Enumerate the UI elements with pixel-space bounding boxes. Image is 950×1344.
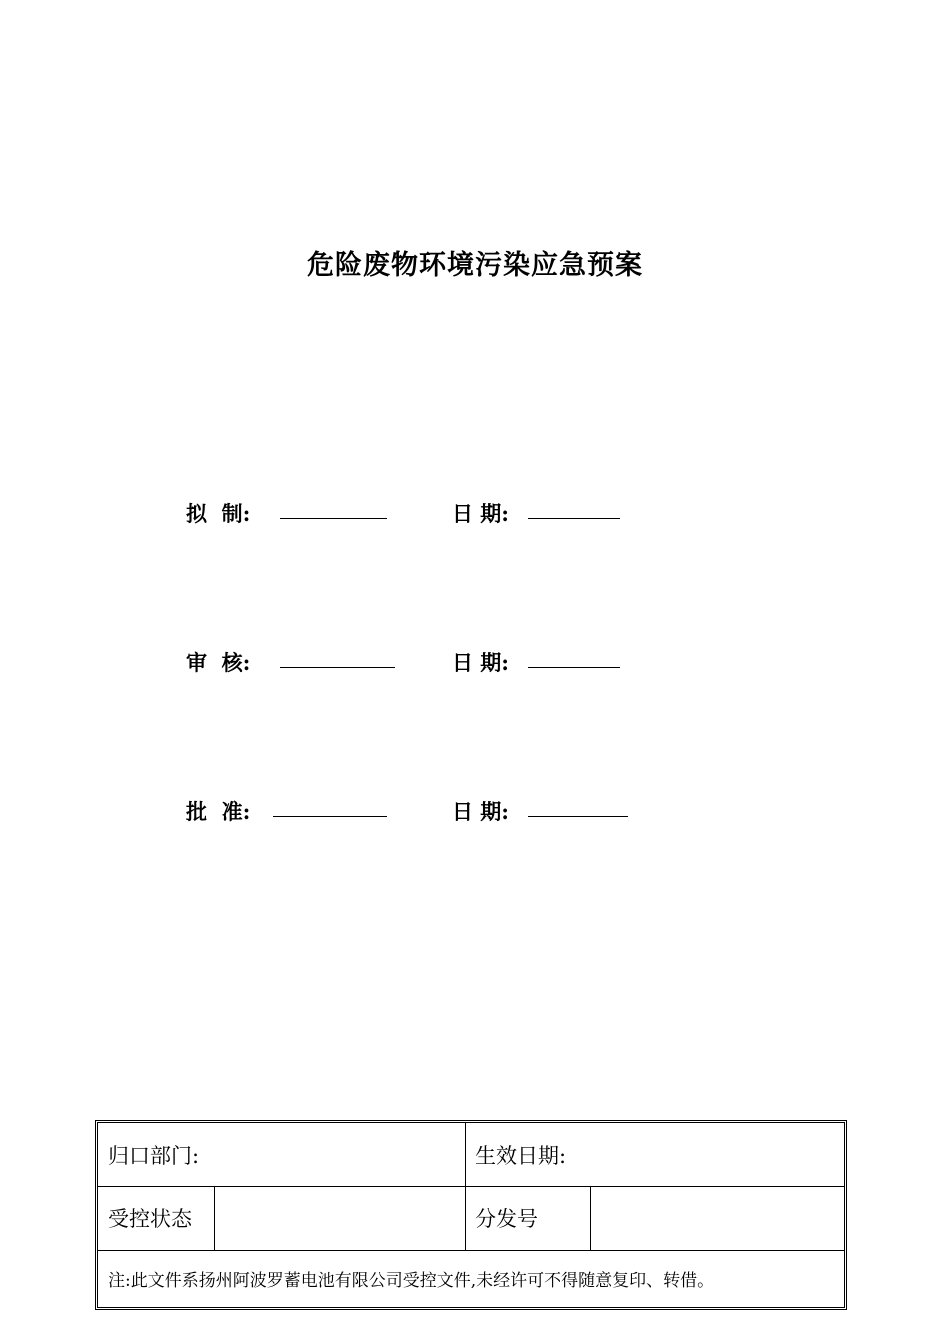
signature-row-approve xyxy=(0,796,950,836)
approve-label: 批 准: xyxy=(186,799,251,824)
approve-date-line[interactable] xyxy=(528,816,628,817)
signature-row-review xyxy=(0,647,950,687)
draft-label: 拟 制: xyxy=(186,501,251,526)
document-title: 危险废物环境污染应急预案 xyxy=(307,250,643,281)
effective-date-cell[interactable] xyxy=(465,1123,847,1186)
review-label: 审 核: xyxy=(186,650,251,675)
control-status-label-cell xyxy=(98,1186,214,1250)
note-cell xyxy=(98,1250,847,1307)
control-status-label: 受控状态 xyxy=(108,1207,192,1231)
distribution-no-value-cell[interactable] xyxy=(590,1186,847,1250)
review-date-line[interactable] xyxy=(528,667,620,668)
document-control-table xyxy=(95,1120,847,1310)
signature-row-draft xyxy=(0,498,950,538)
approve-date-label: 日 期: xyxy=(452,799,510,824)
distribution-no-label-cell xyxy=(465,1186,590,1250)
control-note: 注:此文件系扬州阿波罗蓄电池有限公司受控文件,未经许可不得随意复印、转借。 xyxy=(108,1271,715,1291)
control-status-value-cell[interactable] xyxy=(214,1186,465,1250)
dept-cell[interactable] xyxy=(98,1123,465,1186)
dept-label: 归口部门: xyxy=(108,1143,200,1168)
distribution-no-label: 分发号 xyxy=(475,1207,538,1231)
effective-date-label: 生效日期: xyxy=(475,1143,567,1168)
draft-date-line[interactable] xyxy=(528,518,620,519)
review-date-label: 日 期: xyxy=(452,650,510,675)
draft-signature-line[interactable] xyxy=(280,518,387,519)
approve-signature-line[interactable] xyxy=(273,816,387,817)
review-signature-line[interactable] xyxy=(280,667,395,668)
draft-date-label: 日 期: xyxy=(452,501,510,526)
